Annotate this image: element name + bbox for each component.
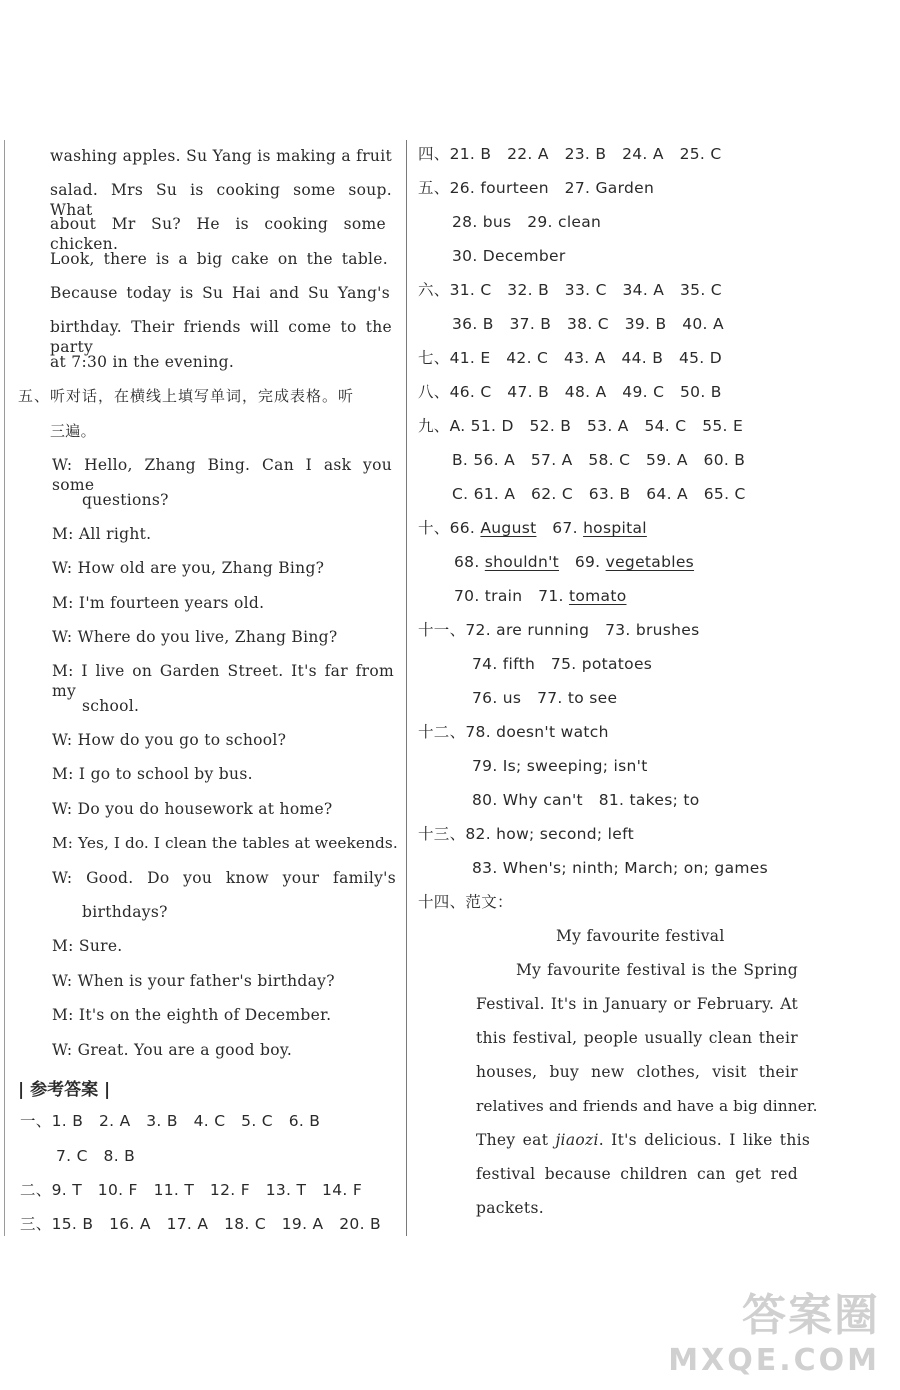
dialogue-line: W: Hello, Zhang Bing. Can I ask you some [52,456,392,494]
answer-line: B. 56. A 57. A 58. C 59. A 60. B [452,451,746,469]
passage-line: washing apples. Su Yang is making a fruit [50,147,392,165]
answer-line: 79. Is; sweeping; isn't [472,757,648,775]
dialogue-line: M: Sure. [52,937,123,955]
answer-line: 八、46. C 47. B 48. A 49. C 50. B [418,383,722,401]
answer-line: 一、1. B 2. A 3. B 4. C 5. C 6. B [20,1112,321,1130]
answer-line: 十一、72. are running 73. brushes [418,621,700,639]
dialogue-line: W: How old are you, Zhang Bing? [52,559,325,577]
answer-line: 74. fifth 75. potatoes [472,655,653,673]
answer-line: 七、41. E 42. C 43. A 44. B 45. D [418,349,722,367]
essay-line: this festival, people usually clean their [476,1029,798,1047]
answer-line-section-ten: 70. train 71. tomato [454,587,627,605]
left-margin-line [4,140,5,1236]
passage-line: salad. Mrs Su is cooking some soup. What [50,181,392,219]
answer-line: 二、9. T 10. F 11. T 12. F 13. T 14. F [20,1181,363,1199]
dialogue-line: W: Great. You are a good boy. [52,1041,293,1059]
watermark-text: 答案圈 [742,1290,880,1341]
answer-line: 十三、82. how; second; left [418,825,634,843]
dialogue-line: questions? [82,491,169,509]
answer-line: C. 61. A 62. C 63. B 64. A 65. C [452,485,746,503]
underlined-answer: shouldn't [484,553,560,571]
section-five-instruction-cont: 三遍。 [50,422,96,440]
italic-word: jiaozi [555,1131,599,1149]
essay-line: festival because children can get red [476,1165,798,1183]
answer-line-section-ten: 十、66. August 67. hospital [418,519,647,537]
answer-line: 28. bus 29. clean [452,213,602,231]
essay-line: My favourite festival is the Spring [516,961,798,979]
answer-line: 80. Why can't 81. takes; to [472,791,700,809]
answer-line: 九、A. 51. D 52. B 53. A 54. C 55. E [418,417,744,435]
dialogue-line: W: How do you go to school? [52,731,287,749]
answer-line-section-ten: 68. shouldn't 69. vegetables [454,553,695,571]
passage-line: birthday. Their friends will come to the party [50,318,392,356]
dialogue-line: M: I'm fourteen years old. [52,594,265,612]
dialogue-line: W: Where do you live, Zhang Bing? [52,628,338,646]
dialogue-line: M: Yes, I do. I clean the tables at weekends. [52,834,398,852]
dialogue-line: M: All right. [52,525,152,543]
underlined-answer: hospital [583,519,647,537]
passage-line: Look, there is a big cake on the table. [50,250,388,268]
answer-line: 83. When's; ninth; March; on; games [472,859,768,877]
passage-line: at 7:30 in the evening. [50,353,235,371]
dialogue-line: birthdays? [82,903,168,921]
watermark-logo [668,1279,880,1378]
underlined-answer: August [480,519,537,537]
dialogue-line: W: Do you do housework at home? [52,800,333,818]
dialogue-line: school. [82,697,140,715]
answer-line: 76. us 77. to see [472,689,618,707]
answer-line: 五、26. fourteen 27. Garden [418,179,655,197]
answer-line: 30. December [452,247,566,265]
section-five-instruction: 五、听对话，在横线上填写单词，完成表格。听 [18,387,355,405]
watermark-url: MXQE.COM [668,1343,880,1378]
answer-line: 十二、78. doesn't watch [418,723,609,741]
dialogue-line: W: Good. Do you know your family's [52,869,396,887]
essay-line: packets. [476,1199,544,1217]
dialogue-line: M: I live on Garden Street. It's far from my [52,662,394,700]
essay-line: relatives and friends and have a big dinner. [476,1097,818,1115]
answer-line: 36. B 37. B 38. C 39. B 40. A [452,315,724,333]
underlined-answer: tomato [568,587,627,605]
essay-line: They eat jiaozi. It's delicious. I like this [476,1131,811,1149]
essay-line: Festival. It's in January or February. At [476,995,798,1013]
dialogue-line: M: It's on the eighth of December. [52,1006,332,1024]
answer-line: 7. C 8. B [56,1147,136,1165]
answer-line: 三、15. B 16. A 17. A 18. C 19. A 20. B [20,1215,381,1233]
answer-key-heading: | 参考答案 | [18,1080,111,1100]
column-divider [406,140,407,1236]
answer-line: 六、31. C 32. B 33. C 34. A 35. C [418,281,722,299]
underlined-answer: vegetables [605,553,695,571]
passage-line: Because today is Su Hai and Su Yang's [50,284,390,302]
dialogue-line: W: When is your father's birthday? [52,972,335,990]
passage-line: about Mr Su? He is cooking some chicken. [50,215,386,253]
answer-line: 四、21. B 22. A 23. B 24. A 25. C [418,145,722,163]
essay-title: My favourite festival [556,927,725,945]
essay-line: houses, buy new clothes, visit their [476,1063,798,1081]
dialogue-line: M: I go to school by bus. [52,765,253,783]
answer-line: 十四、范文： [418,893,513,911]
